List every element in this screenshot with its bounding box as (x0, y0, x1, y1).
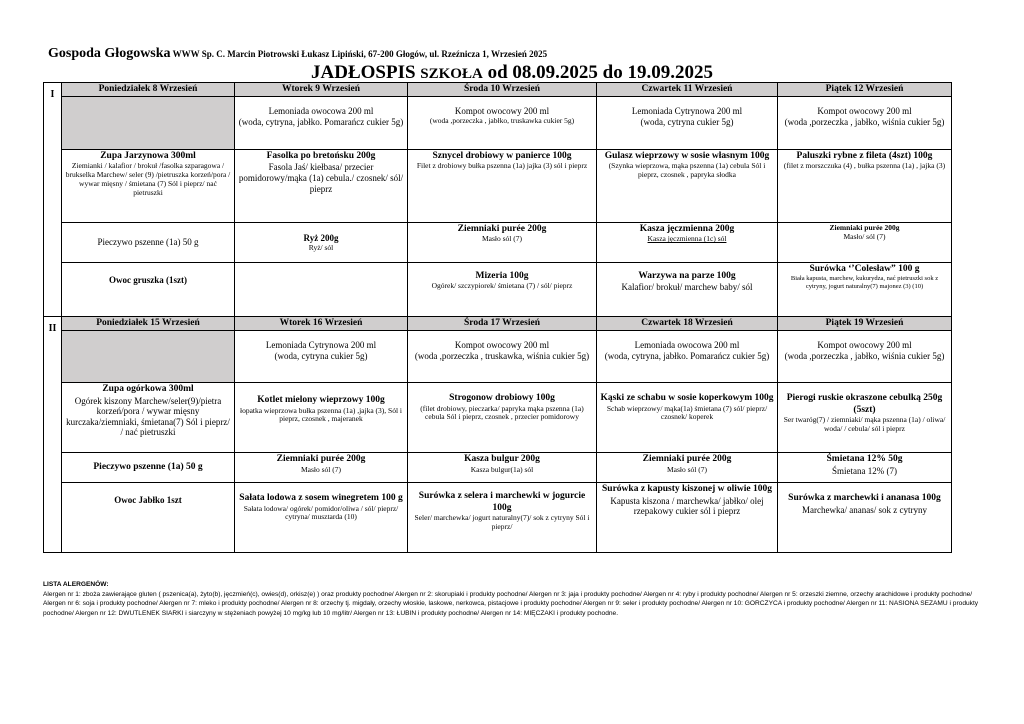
main-cell (597, 383, 778, 453)
drink-cell-empty (62, 97, 235, 150)
drink-cell-empty (62, 331, 235, 383)
side-title: Pieczywo pszenne (1a) 50 g (93, 462, 203, 473)
week-label: II (44, 317, 62, 553)
drink-title: Lemoniada owocowa 200 ml (268, 106, 374, 117)
page-title (0, 62, 1024, 84)
extra-cell (778, 483, 952, 553)
main-cell (408, 150, 597, 223)
dish-title: Kotlet mielony wieprzowy 100g (257, 395, 385, 406)
drink-desc: (woda ,porzeczka , jabłko, wiśnia cukier 5g) (784, 351, 945, 362)
allergen-text: Alergen nr 1: zboża zawierające gluten ( pszenica(a), żyto(b), jęczmień(c), owies(d), orkisz(e) ) oraz produkty pochodne/ Alergen nr 2: skorupiaki i produkty pochodne/ Alergen nr 3: jaja i produkty pochodne/ Alergen nr 4: ryby i produkty pochodne/ Alergen nr 5: orzeszki ziemne, orzechy arachidowe i produkty pochodne/ Alergen nr 6: soja i produkty pochodne/ Alergen nr 7: mleko i produkty pochodne/ Alergen nr 8: orzechy tj. migdały, orzechy włoskie, laskowe, nerkowca, pistacjowe i produkty pochodne/ Alergen nr 9: seler i produkty pochodne/ Alergen nr 10: GORCZYCA i produkty pochodne/ Alergen nr 11: NASIONA SEZAMU i produkty pochodne/ Alergen nr 12: DWUTLENEK SIARKI i siarczyny w stężeniach powyżej 10 mg/kg lub 10 mg/litr/ Alergen nr 13: ŁUBIN i produkty pochodne/ Alergen nr 14: MIĘCZAKI i produkty pochodne. (43, 590, 979, 617)
main-cell (778, 150, 952, 223)
main-cell (62, 150, 235, 223)
document-header (48, 44, 978, 62)
side-title: Pieczywo pszenne (1a) 50 g (97, 237, 199, 248)
side-desc: Kasza jęczmienna (1c) sól (647, 234, 727, 244)
side-desc: Masło sól (7) (482, 234, 522, 244)
dish-title: Zupa ogórkowa 300ml (102, 384, 194, 395)
side-title: Kasza bulgur 200g (464, 454, 540, 465)
side-cell (408, 453, 597, 483)
drink-desc: (woda, cytryna, jabłko. Pomarańcz cukier 5g) (238, 116, 404, 127)
extra-cell (597, 483, 778, 553)
main-cell (235, 150, 408, 223)
extra-cell (62, 263, 235, 317)
drink-cell (235, 97, 408, 150)
day-header: Poniedziałek 8 Wrzesień (62, 83, 235, 97)
drink-desc: (woda, cytryna, jabłko. Pomarańcz cukier 5g) (604, 351, 770, 362)
drink-desc: (woda ,porzeczka , jabłko, wiśnia cukier 5g) (784, 116, 945, 127)
extra-cell-empty (235, 263, 408, 317)
drink-cell (408, 97, 597, 150)
drink-cell (597, 331, 778, 383)
week2-day-header-row (44, 317, 952, 331)
dish-title: Strogonow drobiowy 100g (449, 393, 555, 404)
drink-title: Kompot owocowy 200 ml (817, 340, 912, 351)
side-cell (778, 453, 952, 483)
brand-name: Gospoda Głogowska (48, 46, 171, 61)
drink-desc: (woda ,porzeczka , truskawka, wiśnia cukier 5g) (414, 351, 590, 362)
drink-desc: (woda, cytryna cukier 5g) (640, 116, 734, 127)
week-label: I (44, 83, 62, 317)
week2-mains-row (44, 383, 952, 453)
week1-drinks-row (44, 97, 952, 150)
extra-title: Surówka z marchewki i ananasa 100g (788, 493, 941, 504)
side-desc: Masło sól (7) (667, 464, 707, 474)
side-desc: Śmietana 12% (7) (832, 465, 897, 476)
side-desc: Kasza bulgur(1a) sól (470, 464, 534, 474)
week1-day-header-row (44, 83, 952, 97)
dish-desc: (filet z morszczuka (4) , bułka pszenna (1a) , jajka (3) (783, 161, 946, 171)
extra-title: Surówka ‘’Colesław” 100 g (809, 264, 920, 275)
drink-title: Lemoniada owocowa 200 ml (634, 340, 740, 351)
allergen-heading: LISTA ALERGENÓW: (43, 581, 109, 588)
week1-sides-row (44, 223, 952, 263)
drink-title: Lemoniada Cytrynowa 200 ml (631, 106, 743, 117)
extra-title: Owoc Jabłko 1szt (114, 495, 182, 506)
side-cell (778, 223, 952, 263)
extra-cell (62, 483, 235, 553)
extra-title: Mizeria 100g (475, 271, 529, 282)
day-header: Wtorek 9 Wrzesień (235, 83, 408, 97)
main-cell (597, 150, 778, 223)
drink-cell (778, 97, 952, 150)
side-desc: Masło/ sól (7) (843, 232, 886, 242)
extra-desc: Seler/ marchewka/ jogurt naturalny(7)/ sok z cytryny Sól i pieprz/ (414, 512, 590, 531)
extra-title: Owoc gruszka (1szt) (109, 275, 187, 286)
extra-desc: Kalafior/ brokuł/ marchew baby/ sól (621, 282, 753, 293)
side-cell (597, 453, 778, 483)
extra-desc: Marchewka/ ananas/ sok z cytryny (802, 504, 927, 515)
extra-title: Sałata lodowa z sosem winegretem 100 g (239, 493, 403, 504)
dish-title: Gulasz wieprzowy w sosie własnym 100g (604, 151, 770, 162)
week1-mains-row (44, 150, 952, 223)
side-title: Kasza jęczmienna 200g (639, 224, 735, 235)
side-desc: Masło sól (7) (301, 464, 341, 474)
side-cell (235, 453, 408, 483)
week1-extras-row (44, 263, 952, 317)
dish-title: Sznycel drobiowy w panierce 100g (432, 151, 572, 162)
drink-cell (778, 331, 952, 383)
side-title: Ziemniaki purée 200g (829, 223, 900, 233)
day-header: Poniedziałek 15 Wrzesień (62, 317, 235, 331)
day-header: Czwartek 18 Wrzesień (597, 317, 778, 331)
extra-desc: Biała kapusta, marchew, kukurydza, nać pietruszki sok z cytryny, jogurt naturalny(7) majonez (3) (10) (790, 275, 939, 291)
drink-title: Kompot owocowy 200 ml (454, 106, 550, 117)
side-title: Ziemniaki purée 200g (276, 454, 366, 465)
company-address: WWW Sp. C. Marcin Piotrowski Łukasz Lipiński, 67-200 Głogów, ul. Rzeźnicza 1, Wrzesień 2025 (170, 49, 548, 59)
drink-cell (408, 331, 597, 383)
day-header: Czwartek 11 Wrzesień (597, 83, 778, 97)
dish-desc: Fasola Jaś/ kiełbasa/ przecier pomidorowy/mąka (1a) cebula./ czosnek/ sól/ pieprz (238, 162, 404, 194)
allergen-list (43, 580, 983, 618)
title-date-range: od 08.09.2025 do 19.09.2025 (487, 62, 713, 83)
extra-desc: Sałata lodowa/ ogórek/ pomidor/oliwa / sól/ pieprz/ cytryna/ musztarda (10) (243, 503, 399, 522)
side-title: Śmietana 12% 50g (826, 454, 903, 465)
dish-title: Zupa Jarzynowa 300ml (100, 151, 196, 162)
dish-title: Pierogi ruskie okraszone cebulką 250g (5szt) (786, 393, 943, 415)
extra-cell (408, 483, 597, 553)
dish-desc: Ogórek kiszony Marchew/seler(9)/pietra korzeń/pora / wywar mięsny kurczaka/ziemniaki, śmietana(7) Sól i pieprz/ / nać pietruszki (66, 395, 230, 438)
side-cell (62, 223, 235, 263)
drink-cell (597, 97, 778, 150)
day-header: Środa 10 Wrzesień (408, 83, 597, 97)
week2-extras-row (44, 483, 952, 553)
extra-title: Surówka z selera i marchewki w jogurcie 100g (418, 491, 586, 513)
dish-desc: (filet drobiowy, pieczarka/ papryka mąka pszenna (1a) cebula Sól i pieprz, czosnek , przecier pomidorowy (420, 403, 584, 422)
menu-table (43, 82, 952, 553)
side-desc: Ryż/ sól (308, 242, 334, 252)
side-cell (408, 223, 597, 263)
dish-desc: (Szynka wieprzowa, mąka pszenna (1a) cebula Sól i pieprz, czosnek , papryka słodka (608, 161, 766, 180)
title-szkola: SZKOŁA (420, 66, 483, 82)
week2-drinks-row (44, 331, 952, 383)
side-title: Ziemniaki purée 200g (642, 454, 732, 465)
day-header: Piątek 19 Wrzesień (778, 317, 952, 331)
drink-desc: (woda ,porzeczka , jabłko, truskawka cukier 5g) (429, 115, 575, 125)
dish-title: Paluszki rybne z fileta (4szt) 100g (796, 151, 933, 162)
main-cell (62, 383, 235, 453)
extra-cell (408, 263, 597, 317)
side-cell (235, 223, 408, 263)
day-header: Środa 17 Wrzesień (408, 317, 597, 331)
dish-desc: łopatka wieprzowa bułka pszenna (1a) ,jajka (3), Sól i pieprz, czosnek , majeranek (239, 405, 403, 424)
side-title: Ryż 200g (303, 232, 339, 243)
drink-cell (235, 331, 408, 383)
extra-title: Surówka z kapusty kiszonej w oliwie 100g (602, 484, 772, 495)
drink-title: Kompot owocowy 200 ml (454, 340, 550, 351)
title-jadlospis: JADŁOSPIS (311, 62, 416, 83)
dish-desc: Filet z drobiowy bułka pszenna (1a) jajka (3) sól i pieprz (416, 161, 588, 171)
dish-title: Kąski ze schabu w sosie koperkowym 100g (600, 393, 774, 404)
dish-title: Fasolka po bretońsku 200g (266, 151, 376, 162)
extra-desc: Kapusta kiszona / marchewka/ jabłko/ olej rzepakowy cukier sól i pieprz (610, 495, 764, 517)
dish-desc: Ziemianki / kalafior / brokuł /fasolka szparagowa / brukselka Marchew/ seler (9) /pietruszka korzeń/pora / wywar mięsny / śmietana (7) Sól i pieprz/ nać pietruszki (65, 161, 231, 197)
week2-sides-row (44, 453, 952, 483)
extra-cell (778, 263, 952, 317)
day-header: Wtorek 16 Wrzesień (235, 317, 408, 331)
drink-title: Kompot owocowy 200 ml (817, 106, 912, 117)
extra-desc: Ogórek/ szczypiorek/ śmietana (7) / sól/ pieprz (431, 281, 573, 291)
extra-cell (235, 483, 408, 553)
side-title: Ziemniaki purée 200g (457, 224, 547, 235)
main-cell (408, 383, 597, 453)
extra-cell (597, 263, 778, 317)
side-cell (597, 223, 778, 263)
day-header: Piątek 12 Wrzesień (778, 83, 952, 97)
dish-desc: Schab wieprzowy/ mąka(1a) śmietana (7) sól/ pieprz/ czosnek/ koperek (606, 403, 768, 422)
drink-title: Lemoniada Cytrynowa 200 ml (265, 340, 377, 351)
main-cell (778, 383, 952, 453)
main-cell (235, 383, 408, 453)
drink-desc: (woda, cytryna cukier 5g) (274, 351, 368, 362)
extra-title: Warzywa na parze 100g (638, 271, 736, 282)
side-cell (62, 453, 235, 483)
dish-desc: Ser twaróg(7) / ziemniaki/ mąka pszenna (1a) / oliwa/ woda/ / cebula/ sól i pieprz (783, 414, 946, 433)
